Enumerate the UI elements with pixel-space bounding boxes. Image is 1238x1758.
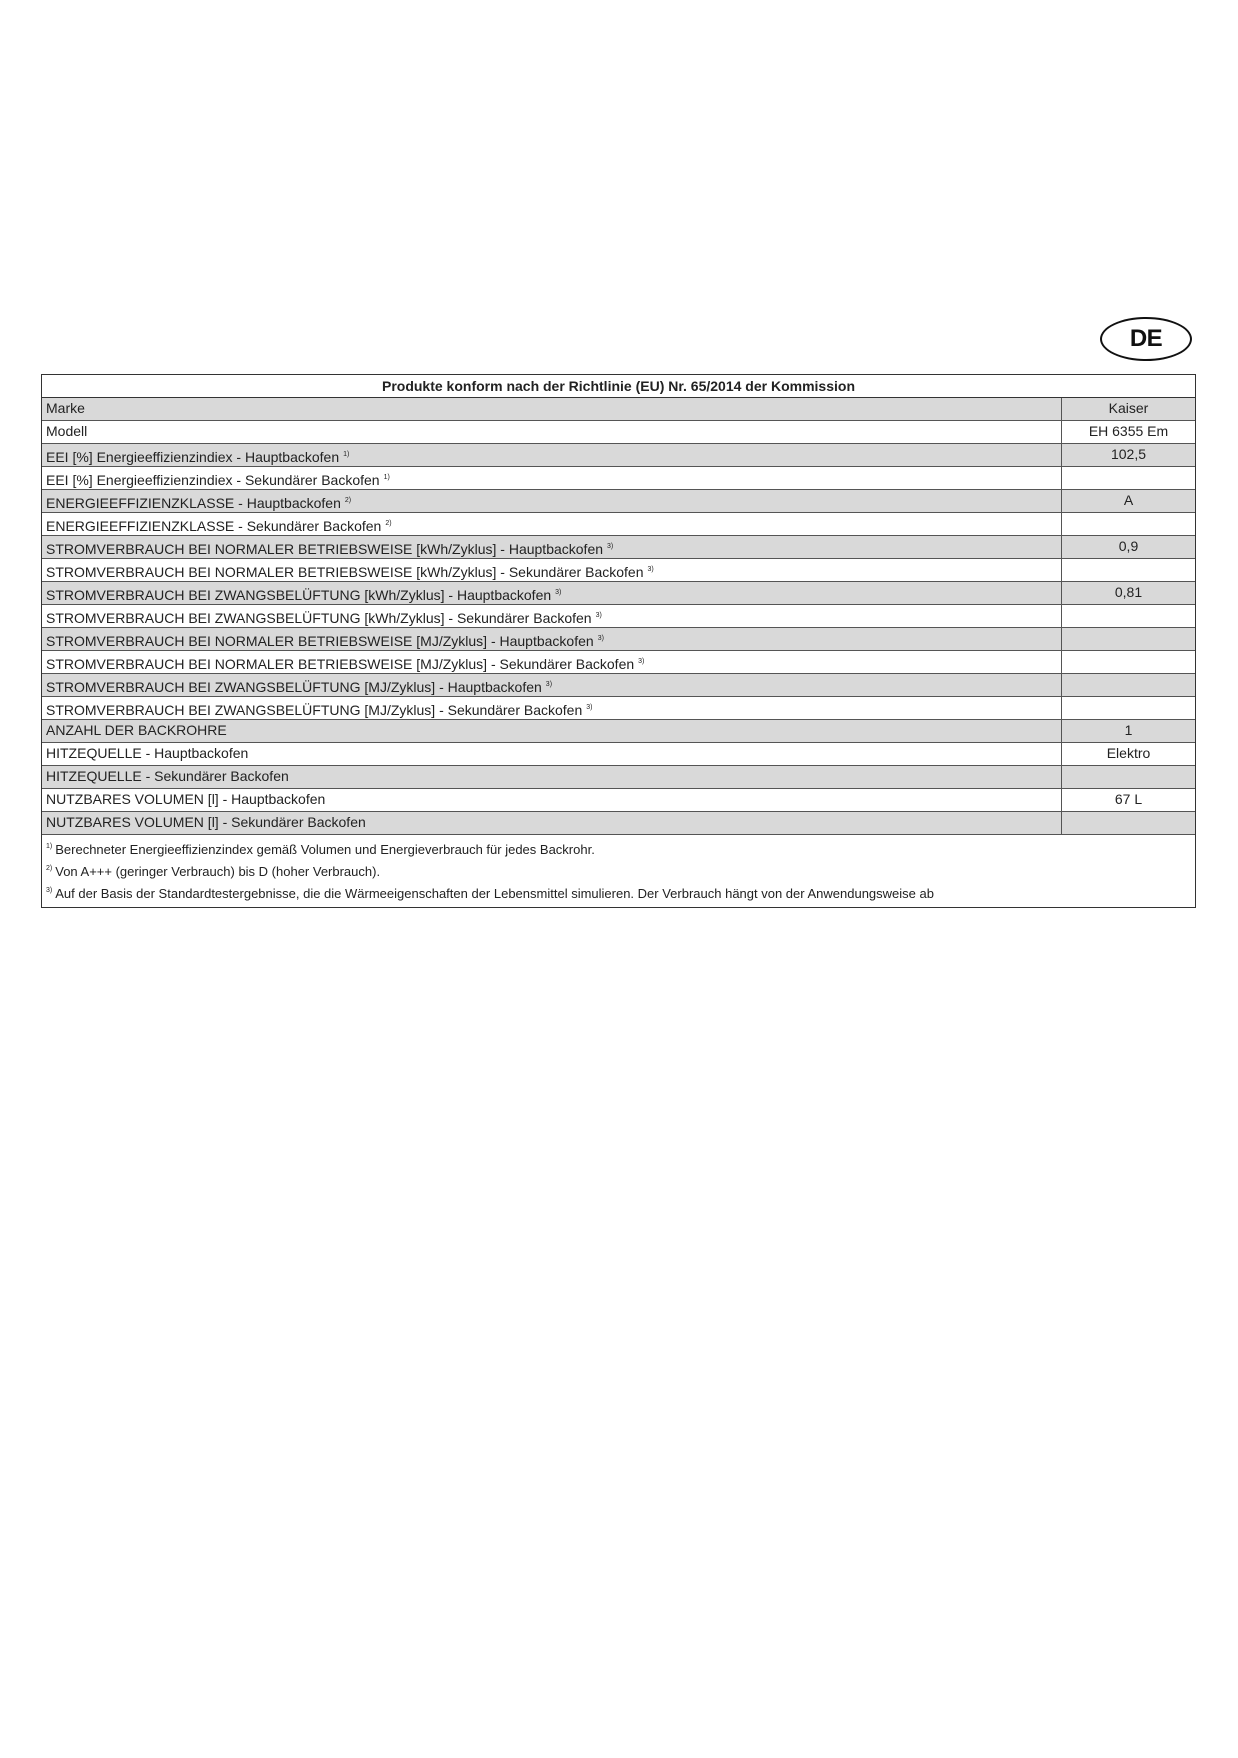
footnote-ref: 3) — [647, 566, 654, 573]
row-label — [42, 789, 1062, 811]
table-row — [42, 720, 1195, 743]
row-value: EH 6355 Em — [1088, 423, 1169, 439]
row-label-text: STROMVERBRAUCH BEI ZWANGSBELÜFTUNG [MJ/Zyklus] - Sekundärer Backofen — [46, 702, 583, 718]
table-row — [42, 697, 1195, 720]
table-title: Produkte konform nach der Richtlinie (EU) Nr. 65/2014 der Kommission — [42, 375, 1195, 398]
row-value — [1062, 812, 1195, 834]
row-label — [42, 697, 1062, 719]
row-label — [42, 651, 1062, 673]
footnote — [46, 859, 1191, 881]
table-row — [42, 582, 1195, 605]
row-label — [42, 513, 1062, 535]
table-row — [42, 812, 1195, 835]
footnote-mark: 1) — [46, 843, 53, 850]
footnote-mark: 2) — [46, 865, 53, 872]
footnote-text: Berechneter Energieeffizienzindex gemäß Volumen und Energieverbrauch für jedes Backrohr. — [55, 842, 595, 857]
row-value: 0,81 — [1114, 584, 1143, 600]
row-value: 1 — [1124, 722, 1133, 738]
row-value: A — [1123, 492, 1134, 508]
footnote-ref: 3) — [555, 589, 562, 596]
row-value: Elektro — [1106, 745, 1151, 761]
footnote-ref: 3) — [607, 543, 614, 550]
table-row — [42, 559, 1195, 582]
footnote-ref: 1) — [383, 474, 390, 481]
footnote-ref: 3) — [595, 612, 602, 619]
table-row — [42, 766, 1195, 789]
row-label-text: STROMVERBRAUCH BEI NORMALER BETRIEBSWEISE [kWh/Zyklus] - Hauptbackofen — [46, 541, 604, 557]
footnotes — [42, 835, 1195, 907]
row-value — [1062, 766, 1195, 788]
row-label-text: ENERGIEEFFIZIENZKLASSE - Sekundärer Backofen — [46, 518, 382, 534]
row-label — [42, 559, 1062, 581]
row-value: 67 L — [1114, 791, 1143, 807]
row-label-text: NUTZBARES VOLUMEN [l] - Sekundärer Backofen — [46, 814, 366, 830]
footnote-mark: 3) — [46, 887, 53, 894]
row-label — [42, 743, 1062, 765]
product-data-table — [41, 374, 1196, 908]
row-label — [42, 444, 1062, 466]
footnote-ref: 3) — [638, 658, 645, 665]
footnote-ref: 2) — [344, 497, 352, 504]
row-label — [42, 628, 1062, 650]
table-row — [42, 789, 1195, 812]
row-label-text: ANZAHL DER BACKROHRE — [46, 722, 227, 738]
footnote — [46, 837, 1191, 859]
table-row — [42, 513, 1195, 536]
row-value: 102,5 — [1110, 446, 1147, 462]
table-body — [42, 398, 1195, 835]
table-row — [42, 398, 1195, 421]
row-value — [1062, 467, 1195, 489]
row-value — [1062, 651, 1195, 673]
row-value — [1062, 513, 1195, 535]
footnote-text: Auf der Basis der Standardtestergebnisse, die die Wärmeeigenschaften der Lebensmittel simulieren. Der Verbrauch hängt von der Anwendungsweise ab — [55, 886, 934, 901]
row-value — [1062, 674, 1195, 696]
row-label — [42, 605, 1062, 627]
row-label-text: EEI [%] Energieeffizienzindiex - Sekundärer Backofen — [46, 472, 380, 488]
country-badge: DE — [1100, 317, 1192, 361]
row-label-text: ENERGIEEFFIZIENZKLASSE - Hauptbackofen — [46, 495, 341, 511]
table-row — [42, 651, 1195, 674]
row-value — [1062, 559, 1195, 581]
row-label — [42, 421, 1062, 443]
row-label-text: STROMVERBRAUCH BEI NORMALER BETRIEBSWEISE [MJ/Zyklus] - Hauptbackofen — [46, 633, 594, 649]
table-row — [42, 490, 1195, 513]
row-label-text: Marke — [46, 400, 85, 416]
row-label — [42, 536, 1062, 558]
row-label-text: STROMVERBRAUCH BEI NORMALER BETRIEBSWEISE [MJ/Zyklus] - Sekundärer Backofen — [46, 656, 635, 672]
row-value: 0,9 — [1118, 538, 1139, 554]
row-value — [1062, 697, 1195, 719]
table-row — [42, 628, 1195, 651]
row-value — [1062, 628, 1195, 650]
row-label-text: STROMVERBRAUCH BEI ZWANGSBELÜFTUNG [MJ/Zyklus] - Hauptbackofen — [46, 679, 542, 695]
row-label — [42, 720, 1062, 742]
table-row — [42, 444, 1195, 467]
row-value: Kaiser — [1108, 400, 1149, 416]
row-label-text: Modell — [46, 423, 88, 439]
table-row — [42, 674, 1195, 697]
row-label — [42, 812, 1062, 834]
footnote-ref: 3) — [586, 704, 593, 711]
row-label-text: HITZEQUELLE - Hauptbackofen — [46, 745, 249, 761]
footnote-ref: 3) — [545, 681, 553, 688]
row-label-text: EEI [%] Energieeffizienzindiex - Hauptbackofen — [46, 449, 340, 465]
table-row — [42, 467, 1195, 490]
row-label-text: HITZEQUELLE - Sekundärer Backofen — [46, 768, 289, 784]
row-label-text: NUTZBARES VOLUMEN [l] - Hauptbackofen — [46, 791, 326, 807]
row-label — [42, 674, 1062, 696]
table-row — [42, 605, 1195, 628]
row-value — [1062, 605, 1195, 627]
footnote-ref: 3) — [597, 635, 604, 642]
row-label — [42, 766, 1062, 788]
footnote-ref: 1) — [343, 451, 350, 458]
footnote — [46, 881, 1191, 903]
table-row — [42, 536, 1195, 559]
table-row — [42, 421, 1195, 444]
row-label — [42, 467, 1062, 489]
row-label — [42, 398, 1062, 420]
footnote-text: Von A+++ (geringer Verbrauch) bis D (hoher Verbrauch). — [55, 864, 381, 879]
row-label-text: STROMVERBRAUCH BEI NORMALER BETRIEBSWEISE [kWh/Zyklus] - Sekundärer Backofen — [46, 564, 644, 580]
row-label — [42, 490, 1062, 512]
row-label-text: STROMVERBRAUCH BEI ZWANGSBELÜFTUNG [kWh/Zyklus] - Hauptbackofen — [46, 587, 552, 603]
row-label-text: STROMVERBRAUCH BEI ZWANGSBELÜFTUNG [kWh/Zyklus] - Sekundärer Backofen — [46, 610, 592, 626]
row-label — [42, 582, 1062, 604]
table-row — [42, 743, 1195, 766]
footnote-ref: 2) — [385, 520, 392, 527]
